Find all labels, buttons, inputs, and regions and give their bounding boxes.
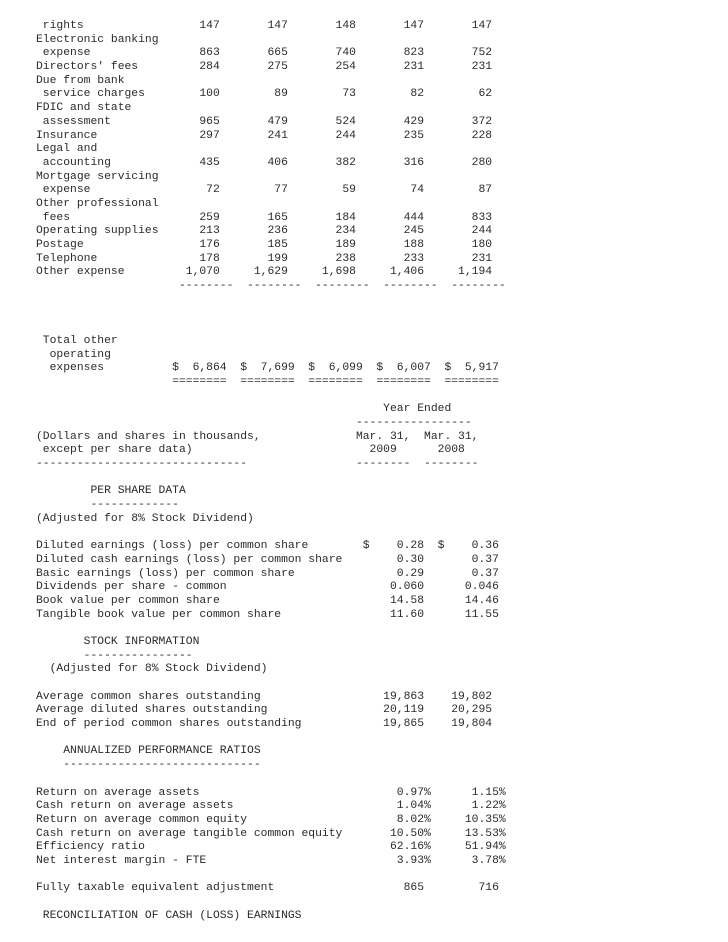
report-line: ANNUALIZED PERFORMANCE RATIOS	[36, 745, 261, 758]
report-line	[36, 526, 506, 540]
report-line	[36, 390, 506, 404]
report-line: Telephone 178 199 238 233 231	[36, 252, 493, 265]
report-line	[36, 622, 506, 636]
report-line: Other professional	[36, 197, 159, 210]
report-line: Book value per common share 14.58 14.46	[36, 594, 499, 607]
report-line: Return on average assets 0.97% 1.15%	[36, 786, 506, 799]
report-line: Return on average common equity 8.02% 10.35%	[36, 813, 506, 826]
report-line: operating	[36, 348, 111, 361]
report-line	[36, 472, 506, 486]
report-line: Average diluted shares outstanding 20,119 20,295	[36, 704, 493, 717]
report-line: Average common shares outstanding 19,863 19,802	[36, 690, 493, 703]
report-line: Insurance 297 241 244 235 228	[36, 129, 493, 142]
report-line: Year Ended	[36, 403, 452, 416]
report-line: Directors' fees 284 275 254 231 231	[36, 61, 493, 74]
report-line: ----------------	[36, 649, 193, 662]
report-line: Due from bank	[36, 74, 125, 87]
report-line: (Dollars and shares in thousands, Mar. 31, Mar. 31,	[36, 430, 479, 443]
report-line: expenses $ 6,864 $ 7,699 $ 6,099 $ 6,007 $ 5,917	[36, 362, 499, 375]
report-line: except per share data) 2009 2008	[36, 444, 465, 457]
report-line: expense 72 77 59 74 87	[36, 184, 493, 197]
report-line: End of period common shares outstanding 19,865 19,804	[36, 718, 493, 731]
report-line: Diluted earnings (loss) per common share $ 0.28 $ 0.36	[36, 540, 499, 553]
report-line: Basic earnings (loss) per common share 0.29 0.37	[36, 567, 499, 580]
report-line	[36, 896, 506, 910]
report-line	[36, 732, 506, 746]
report-line	[36, 307, 506, 321]
report-line: service charges 100 89 73 82 62	[36, 88, 493, 101]
report-line: Net interest margin - FTE 3.93% 3.78%	[36, 854, 506, 867]
financial-report-text	[36, 20, 506, 923]
report-line: Tangible book value per common share 11.60 11.55	[36, 608, 499, 621]
report-line: Other expense 1,070 1,629 1,698 1,406 1,194	[36, 266, 493, 279]
report-line	[36, 869, 506, 883]
report-line	[36, 773, 506, 787]
report-line: Postage 176 185 189 188 180	[36, 239, 493, 251]
report-line: -----------------------------	[36, 759, 261, 772]
report-line: -----------------	[36, 416, 472, 429]
report-line: rights 147 147 148 147 147	[36, 20, 493, 32]
report-line	[36, 294, 506, 308]
report-line: Fully taxable equivalent adjustment 865 716	[36, 882, 499, 895]
report-line: Dividends per share - common 0.060 0.046	[36, 581, 499, 594]
report-line: Mortgage servicing	[36, 170, 159, 183]
report-line	[36, 321, 506, 335]
report-line: Cash return on average tangible common equity 10.50% 13.53%	[36, 827, 506, 840]
report-line: fees 259 165 184 444 833	[36, 211, 493, 224]
report-line: expense 863 665 740 823 752	[36, 47, 493, 60]
report-line: Cash return on average assets 1.04% 1.22%	[36, 800, 506, 813]
report-line: (Adjusted for 8% Stock Dividend)	[36, 512, 254, 525]
report-line: Legal and	[36, 143, 98, 156]
report-line: Total other	[36, 334, 118, 347]
report-line: Operating supplies 213 236 234 245 244	[36, 225, 493, 238]
report-line: Electronic banking	[36, 33, 159, 46]
report-line: Diluted cash earnings (loss) per common share 0.30 0.37	[36, 553, 499, 566]
report-line: ------------------------------- -------- --------	[36, 458, 479, 470]
report-line: accounting 435 406 382 316 280	[36, 156, 493, 169]
report-line: -------------	[36, 499, 179, 512]
report-line: Efficiency ratio 62.16% 51.94%	[36, 841, 506, 854]
report-line	[36, 677, 506, 691]
report-line: (Adjusted for 8% Stock Dividend)	[36, 663, 268, 676]
report-line: STOCK INFORMATION	[36, 635, 200, 648]
report-line: PER SHARE DATA	[36, 485, 186, 498]
report-line: ======== ======== ======== ======== ========	[36, 375, 499, 388]
report-line: RECONCILIATION OF CASH (LOSS) EARNINGS	[36, 909, 302, 922]
report-line: FDIC and state	[36, 102, 132, 115]
report-line: -------- -------- -------- -------- --------	[36, 280, 506, 293]
report-line: assessment 965 479 524 429 372	[36, 115, 493, 128]
